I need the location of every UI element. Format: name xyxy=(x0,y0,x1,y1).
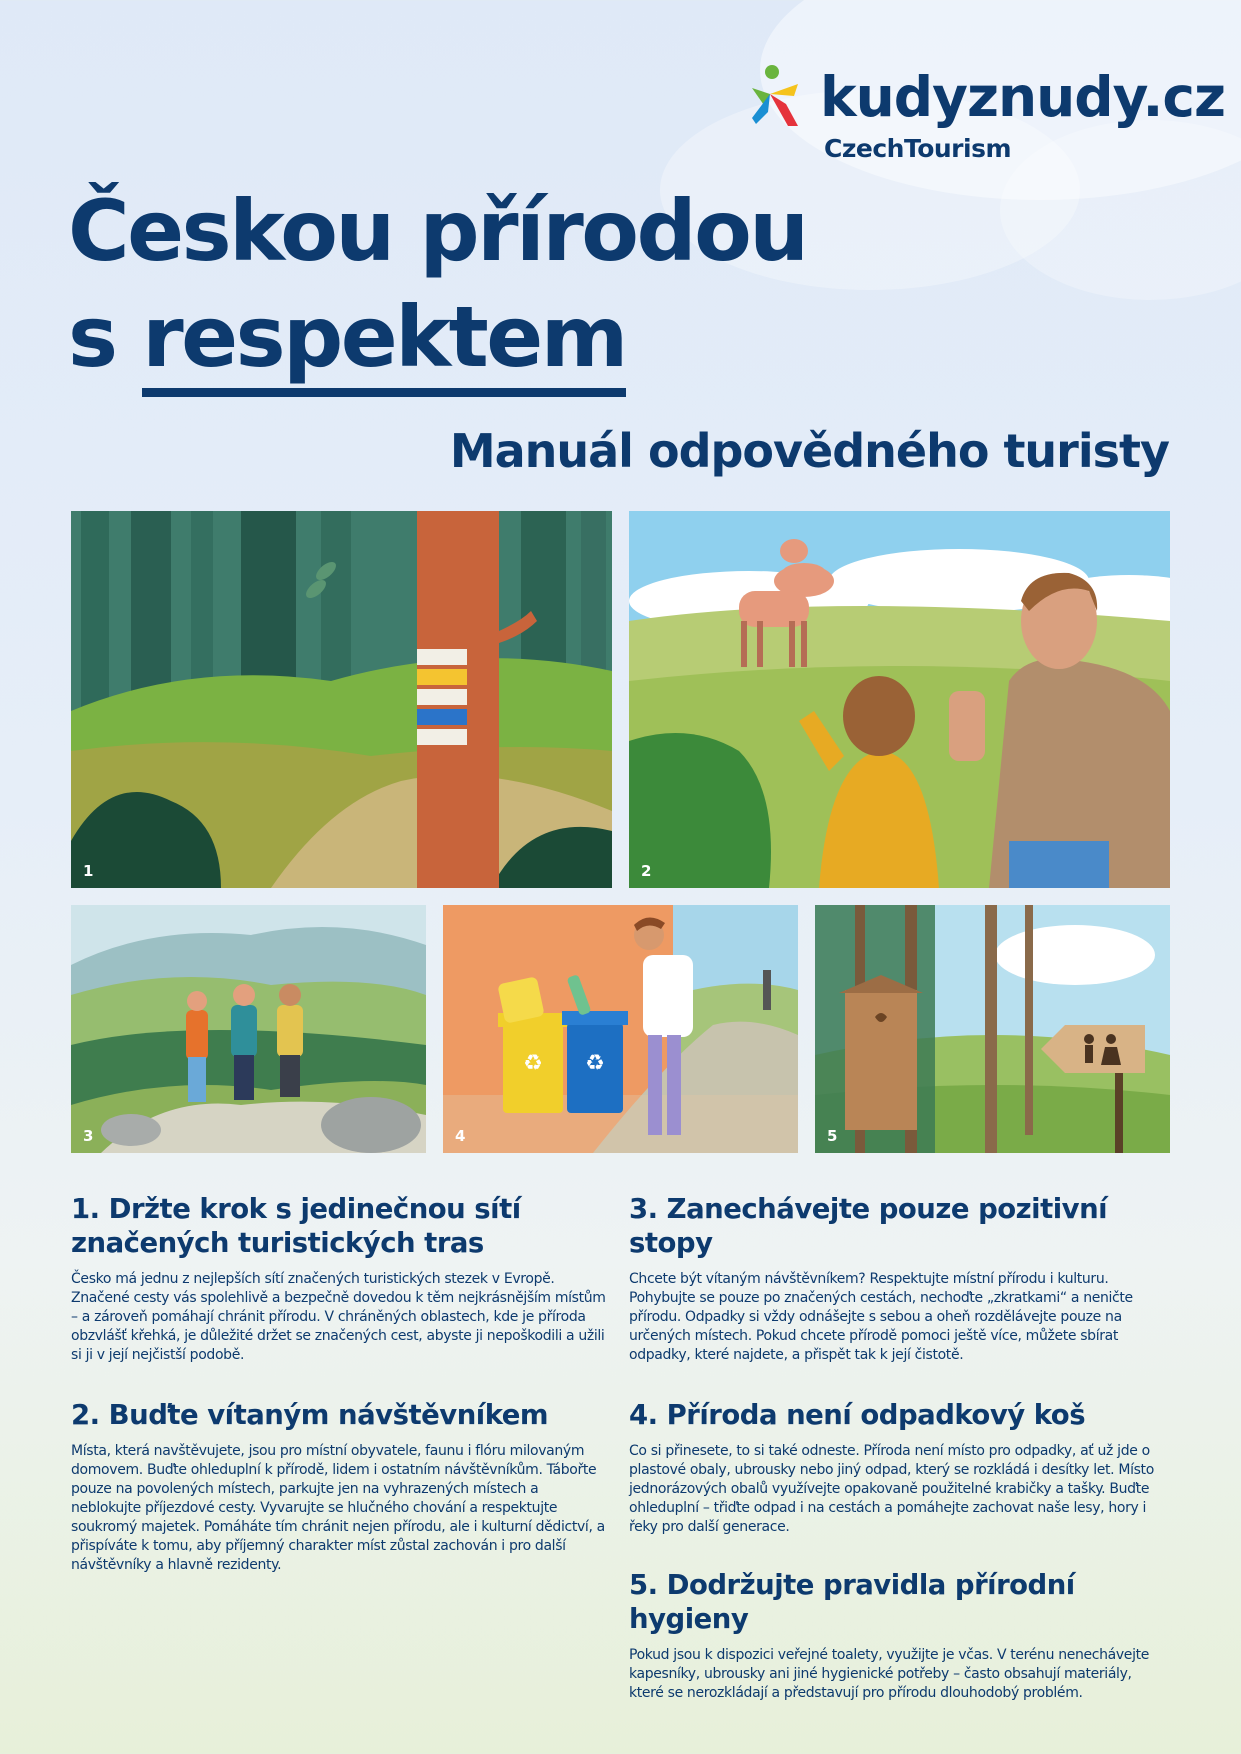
title-line-1: Českou přírodou xyxy=(68,182,807,280)
section-body: Chcete být vítaným návštěvníkem? Respektujte místní přírodu i kulturu. Pohybujte se pouze po značených cestách, nechoďte „zkratkami“ a neničte přírodu. Odpadky si vždy odnášejte s sebou a oheň rozdělávejte pouze na určených místech. Pokud chcete přírodě pomoci ještě více, můžete sbírat odpadky, které najdete, a přispět tak k její čistotě. xyxy=(629,1271,1133,1363)
illustration-number: 2 xyxy=(641,862,652,880)
illustration-number: 4 xyxy=(455,1127,466,1145)
illustration-wildlife-respect xyxy=(629,511,1170,888)
illustration-recycling xyxy=(443,905,798,1153)
section-trail-network xyxy=(71,1192,611,1365)
section-nature-hygiene xyxy=(629,1568,1169,1703)
illustration-hikers xyxy=(71,905,426,1153)
page-subtitle: Manuál odpovědného turisty xyxy=(449,424,1169,478)
section-heading: 2. Buďte vítaným návštěvníkem xyxy=(71,1399,549,1431)
logo-subtitle: CzechTourism xyxy=(824,134,1012,163)
title-line-2 xyxy=(68,284,807,390)
illustration-number: 5 xyxy=(827,1127,838,1145)
page-title xyxy=(68,178,807,390)
section-heading: 4. Příroda není odpadkový koš xyxy=(629,1399,1086,1431)
svg-text:♻: ♻ xyxy=(523,1051,543,1076)
kudyznudy-logo-icon xyxy=(748,64,806,130)
section-no-litter xyxy=(629,1398,1169,1537)
illustration-trail-marking xyxy=(71,511,612,888)
section-heading: 3. Zanechávejte pouze pozitivní stopy xyxy=(629,1193,1108,1259)
svg-text:♻: ♻ xyxy=(585,1051,605,1076)
title-underlined-word: respektem xyxy=(142,288,626,397)
section-heading: 1. Držte krok s jedinečnou sítí značených turistických tras xyxy=(71,1193,521,1259)
section-body: Místa, která navštěvujete, jsou pro místní obyvatele, faunu i flóru milovaným domovem. Buďte ohleduplní k přírodě, lidem i ostatním návštěvníkům. Tábořte pouze na povolených místech, parkujte jen na vyhrazených místech a neblokujte příjezdové cesty. Vyvarujte se hlučného chování a respektujte soukromý majetek. Pomáháte tím chránit nejen přírodu, ale i kulturní dědictví, a přispíváte k tomu, aby příjemný charakter míst zůstal zachován i pro další návštěvníky a hlavně rezidenty. xyxy=(71,1443,605,1573)
title-line-2-prefix: s xyxy=(68,288,143,386)
section-heading: 5. Dodržujte pravidla přírodní hygieny xyxy=(629,1569,1075,1635)
brand-logo[interactable] xyxy=(748,64,1225,164)
logo-wordmark: kudyznudy.cz xyxy=(820,65,1225,129)
section-welcome-visitor xyxy=(71,1398,611,1575)
illustration-number: 1 xyxy=(83,862,94,880)
section-body: Česko má jednu z nejlepších sítí značených turistických stezek v Evropě. Značené cesty vás spolehlivě a bezpečně dovedou k těm nejkrásnějším místům – a zároveň pomáhají chránit přírodu. V chráněných oblastech, kde je příroda obzvlášť křehká, je důležité držet se značených cest, abyste ji nepoškodili a užili si ji v její nejčistší podobě. xyxy=(71,1271,606,1363)
illustration-hygiene xyxy=(815,905,1170,1153)
section-body: Co si přinesete, to si také odneste. Příroda není místo pro odpadky, ať už jde o plastové obaly, ubrousky nebo jiný odpad, který se rozkládá i desítky let. Místo jednorázových obalů využívejte opakovaně použitelné krabičky a tašky. Buďte ohleduplní – třiďte odpad i na cestách a pomáhejte zachovat naše lesy, hory i řeky pro další generace. xyxy=(629,1443,1154,1535)
section-positive-traces xyxy=(629,1192,1169,1365)
section-body: Pokud jsou k dispozici veřejné toalety, využijte je včas. V terénu nenechávejte kapesníky, ubrousky ani jiné hygienické potřeby – často obsahují materiály, které se nerozkládají a představují pro přírodu dlouhodobý problém. xyxy=(629,1647,1150,1701)
illustration-number: 3 xyxy=(83,1127,94,1145)
